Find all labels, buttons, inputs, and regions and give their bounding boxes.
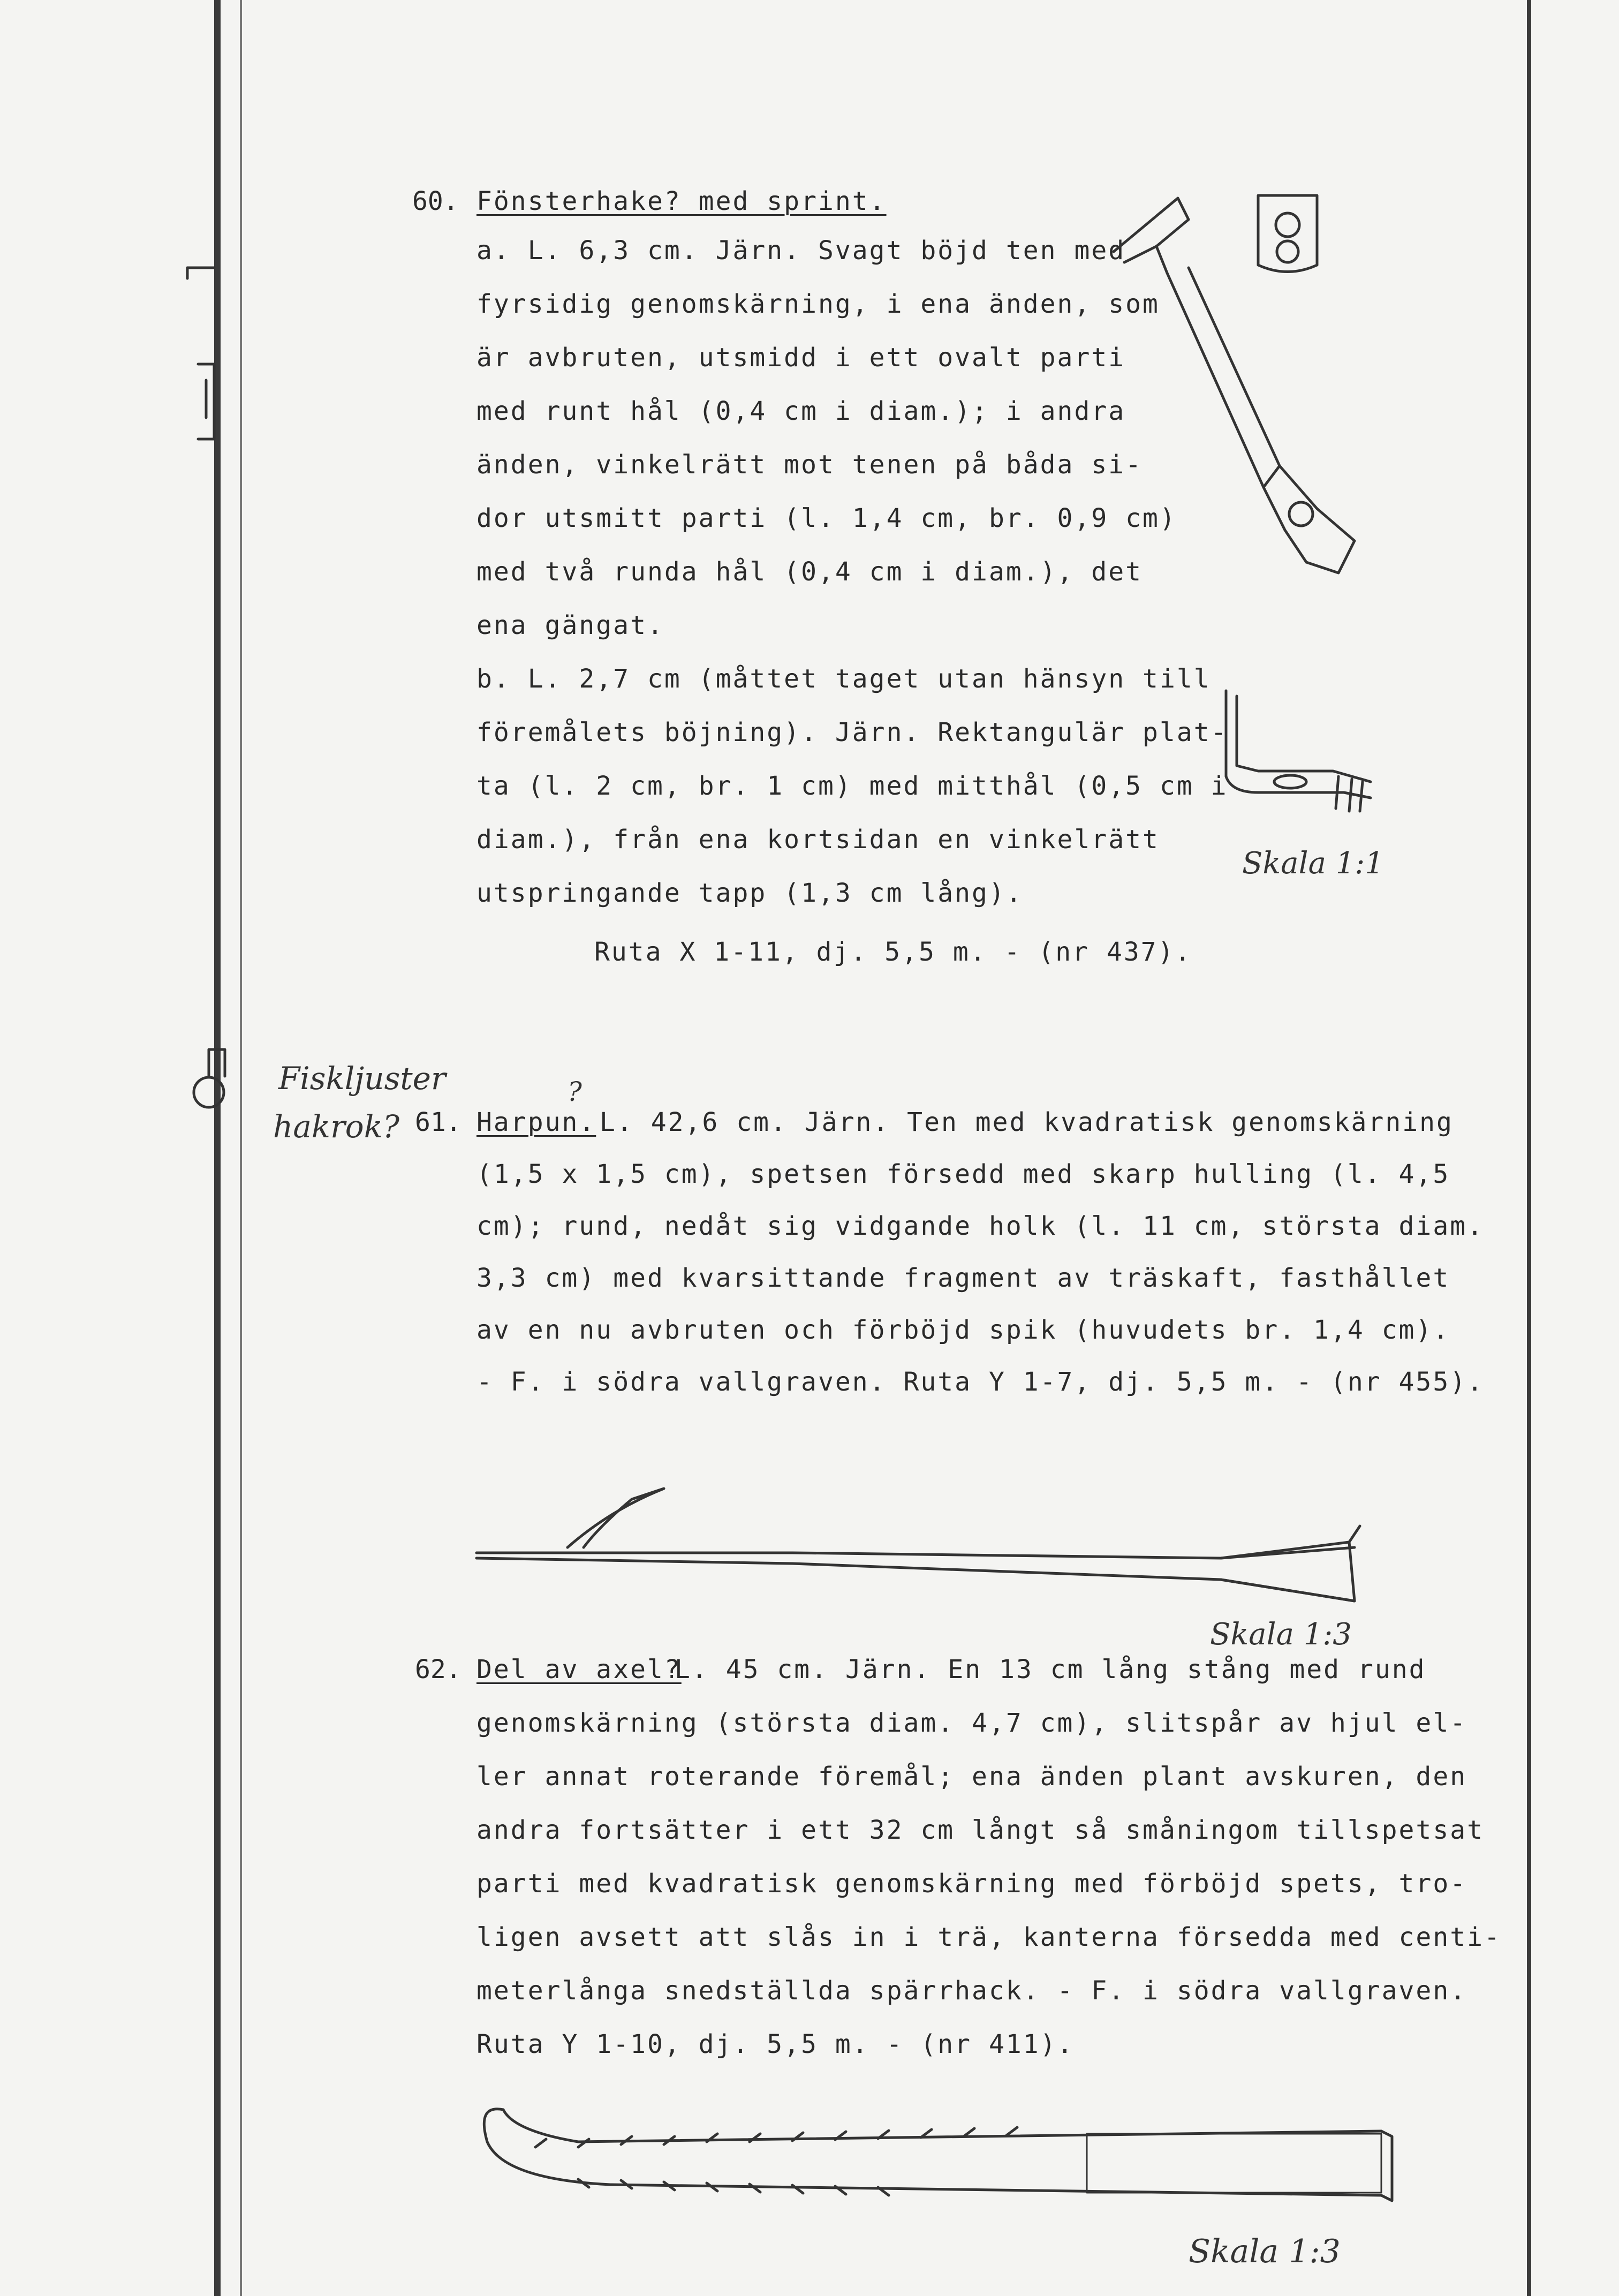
margin-note: hakrok?	[273, 1108, 399, 1145]
scale-label: Skala 1:1	[1242, 846, 1384, 881]
entry-text-line: av en nu avbruten och förböjd spik (huvudets br. 1,4 cm).	[476, 1315, 1450, 1345]
binding-edge-inner	[240, 0, 242, 2296]
entry-text-line: änden, vinkelrätt mot tenen på båda si-	[476, 450, 1143, 480]
entry-find-location: Ruta X 1-11, dj. 5,5 m. - (nr 437).	[594, 937, 1192, 967]
entry-number: 61.	[415, 1107, 462, 1137]
entry-text-line: (1,5 x 1,5 cm), spetsen försedd med skarp hulling (l. 4,5	[476, 1159, 1450, 1189]
hook-fitting-drawing	[1103, 187, 1371, 589]
scale-label: Skala 1:3	[1189, 2233, 1341, 2270]
pierced-plate-drawing	[1253, 190, 1328, 281]
entry-text-line: dor utsmitt parti (l. 1,4 cm, br. 0,9 cm)	[476, 503, 1177, 533]
entry-text-line: utspringande tapp (1,3 cm lång).	[476, 878, 1023, 908]
entry-text-line: föremålets böjning). Järn. Rektangulär plat-	[476, 718, 1228, 747]
entry-text-line: cm); rund, nedåt sig vidgande holk (l. 11 cm, största diam.	[476, 1211, 1485, 1241]
entry-text-line: ligen avsett att slås in i trä, kanterna försedda med centi-	[476, 1922, 1501, 1952]
entry-number: 62.	[415, 1655, 462, 1685]
entry-text-line: a. L. 6,3 cm. Järn. Svagt böjd ten med	[476, 236, 1126, 266]
entry-text-line: L. 42,6 cm. Järn. Ten med kvadratisk genomskärning	[600, 1107, 1454, 1137]
entry-text-line: genomskärning (största diam. 4,7 cm), slitspår av hjul el-	[476, 1708, 1467, 1738]
entry-text-line: ler annat roterande föremål; ena änden plant avskuren, den	[476, 1762, 1467, 1792]
margin-note: Fiskljuster	[278, 1060, 446, 1097]
axle-drawing	[471, 2088, 1403, 2217]
entry-text-line: b. L. 2,7 cm (måttet taget utan hänsyn till	[476, 664, 1211, 694]
entry-text-line: meterlånga snedställda spärrhack. - F. i södra vallgraven.	[476, 1976, 1467, 2006]
entry-title: Del av axel?	[476, 1655, 682, 1685]
harpoon-drawing	[471, 1478, 1381, 1617]
entry-number: 60.	[412, 186, 459, 216]
entry-text-line: med två runda hål (0,4 cm i diam.), det	[476, 557, 1143, 587]
margin-marks	[177, 257, 230, 1435]
entry-text-line: diam.), från ena kortsidan en vinkelrätt	[476, 825, 1160, 855]
entry-text-line: L. 45 cm. Järn. En 13 cm lång stång med rund	[675, 1655, 1426, 1685]
entry-text-line: 3,3 cm) med kvarsittande fragment av träskaft, fasthållet	[476, 1263, 1450, 1293]
entry-text-line: fyrsidig genomskärning, i ena änden, som	[476, 289, 1160, 319]
page-right-edge	[1527, 0, 1531, 2296]
entry-text-line: parti med kvadratisk genomskärning med förböjd spets, tro-	[476, 1869, 1467, 1899]
entry-text-line: Ruta Y 1-10, dj. 5,5 m. - (nr 411).	[476, 2029, 1075, 2059]
question-mark: ?	[568, 1076, 582, 1107]
entry-text-line: är avbruten, utsmidd i ett ovalt parti	[476, 343, 1126, 373]
entry-text-line: med runt hål (0,4 cm i diam.); i andra	[476, 396, 1126, 426]
entry-text-line: - F. i södra vallgraven. Ruta Y 1-7, dj. 5,5 m. - (nr 455).	[476, 1367, 1485, 1397]
entry-text-line: ta (l. 2 cm, br. 1 cm) med mitthål (0,5 cm i	[476, 771, 1228, 801]
entry-title: Fönsterhake? med sprint.	[476, 186, 887, 216]
entry-text-line: andra fortsätter i ett 32 cm långt så småningom tillspetsat	[476, 1815, 1485, 1845]
entry-title: Harpun.	[476, 1107, 596, 1137]
entry-text-line: ena gängat.	[476, 610, 664, 640]
scale-label: Skala 1:3	[1210, 1617, 1352, 1652]
angled-plate-drawing	[1210, 685, 1387, 825]
